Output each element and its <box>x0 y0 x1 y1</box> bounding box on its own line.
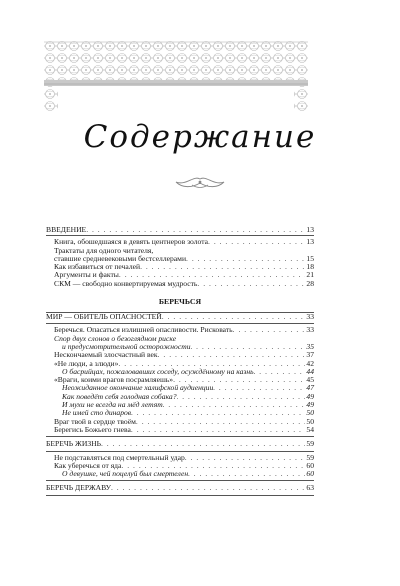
toc-entry: Трактаты для одного читателя, <box>54 245 154 255</box>
toc-entry-page: 15 <box>306 253 314 263</box>
vignette-ornament <box>172 176 228 190</box>
dot-leader <box>186 255 305 263</box>
dot-leader <box>191 343 306 351</box>
section-title: БЕРЕЧЬСЯ <box>158 297 202 307</box>
toc-entry-title: Нескончаемый злосчастный век <box>54 350 158 360</box>
dot-leader <box>188 470 305 478</box>
dot-leader <box>111 484 305 492</box>
toc-entry-page: 50 <box>306 408 314 418</box>
dot-leader <box>86 226 305 234</box>
toc-group <box>46 484 314 492</box>
dot-leader <box>101 440 305 448</box>
toc-entry <box>46 470 314 478</box>
toc-group <box>46 440 314 448</box>
dot-leader <box>136 418 306 426</box>
divider <box>46 235 314 236</box>
toc-entry-title: ВВЕДЕНИЕ <box>46 225 87 234</box>
toc-entry <box>46 226 314 234</box>
toc-entry <box>46 313 314 321</box>
toc-entry-page: 42 <box>306 358 314 368</box>
toc-entry-title: Книга, обошедшаяся в девять центнеров золота <box>54 237 209 247</box>
toc-entry-page: 45 <box>306 375 314 385</box>
toc-entry-title: БЕРЕЧЬ ДЕРЖАВУ <box>46 483 111 493</box>
decorative-ornament <box>44 40 308 112</box>
toc-entry-title: Берегись Божьего гнева <box>54 424 131 434</box>
toc-entry-title: и предусмотрительной осторожности <box>62 341 191 351</box>
toc-entry-title: ставшие средневековыми бестселлерами <box>54 253 187 263</box>
toc-section-intro <box>46 226 314 288</box>
toc-entry-page: 60 <box>306 460 314 470</box>
toc-entry-page: 13 <box>306 225 314 234</box>
toc-entry-page: 59 <box>306 452 314 462</box>
toc-entry-page: 54 <box>306 424 314 434</box>
dot-leader <box>177 393 306 401</box>
toc-entry-page: 44 <box>306 366 314 376</box>
toc-entry-title: «Не люди, а злюди» <box>54 358 119 368</box>
dot-leader <box>213 384 305 392</box>
dot-leader <box>140 263 305 271</box>
toc-entry-page: 28 <box>306 278 314 288</box>
dot-leader <box>254 368 306 376</box>
toc-entry-title: О девушке, чей поцелуй был смертелен <box>62 469 189 479</box>
toc-entry-page: 49 <box>306 391 314 401</box>
toc-entry-title: Как уберечься от яда <box>54 460 122 470</box>
toc-entry-page: 33 <box>306 312 314 322</box>
toc-entry-title: И мухи не всегда на мёд летят <box>62 400 163 410</box>
dot-leader <box>185 454 306 462</box>
toc-entry-page: 59 <box>306 439 314 449</box>
toc-entry-title: Беречься. Опасаться излишней опасливости. Рисковать <box>54 325 233 335</box>
toc-entry-title: Враг твой в сердце твоём <box>54 416 136 426</box>
dot-leader <box>233 326 306 334</box>
toc-entry-page: 63 <box>306 483 314 493</box>
page-heading: Содержание <box>83 119 317 155</box>
toc-entry-page: 60 <box>306 469 314 479</box>
toc-entry-title: «Враги, коими врагов посрамляешь» <box>54 375 174 385</box>
toc-entry: Спор двух слонов о безоглядном риске <box>54 333 177 343</box>
toc-entry-page: 37 <box>306 350 314 360</box>
table-of-contents <box>46 225 314 496</box>
divider <box>46 495 314 496</box>
toc-entry <box>46 280 314 288</box>
toc-entry-title: МИР — ОБИТЕЛЬ ОПАСНОСТЕЙ <box>46 312 162 322</box>
toc-entry-title: БЕРЕЧЬ ЖИЗНЬ <box>46 439 101 449</box>
dot-leader <box>208 238 305 246</box>
toc-entry-title: Как избавиться от печалей <box>54 262 141 272</box>
toc-entry <box>46 440 314 448</box>
toc-entry-title: Неожиданное окончание халифской аудиенции <box>62 383 214 393</box>
dot-leader <box>163 401 306 409</box>
toc-group <box>46 326 314 434</box>
toc-entry-title: Как поведёт себя голодная собака? <box>62 391 177 401</box>
toc-entry-page: 49 <box>306 400 314 410</box>
toc-entry-page: 50 <box>306 416 314 426</box>
toc-entry-page: 47 <box>306 383 314 393</box>
toc-entry-title: Аргументы и факты <box>54 270 119 280</box>
toc-group <box>46 313 314 321</box>
toc-entry-title: О басрийцах, пожаловавших соседу, осуждённому на казнь <box>62 366 254 376</box>
toc-entry-page: 13 <box>306 237 314 247</box>
toc-entry-title: СКМ — свободно конвертируемая мудрость <box>54 278 198 288</box>
dot-leader <box>158 351 306 359</box>
toc-entry-title: Не имей сто динаров <box>62 408 132 418</box>
toc-entry-title: Не подставляться под смертельный удар <box>54 452 185 462</box>
toc-group <box>46 454 314 479</box>
dot-leader <box>131 426 306 434</box>
dot-leader <box>197 280 305 288</box>
toc-entry <box>46 484 314 492</box>
toc-entry-page: 18 <box>306 262 314 272</box>
toc-entry-page: 35 <box>306 341 314 351</box>
toc-entry-page: 21 <box>306 270 314 280</box>
toc-entry-page: 33 <box>306 325 314 335</box>
dot-leader <box>131 409 305 417</box>
toc-entry <box>46 426 314 434</box>
dot-leader <box>162 313 306 321</box>
